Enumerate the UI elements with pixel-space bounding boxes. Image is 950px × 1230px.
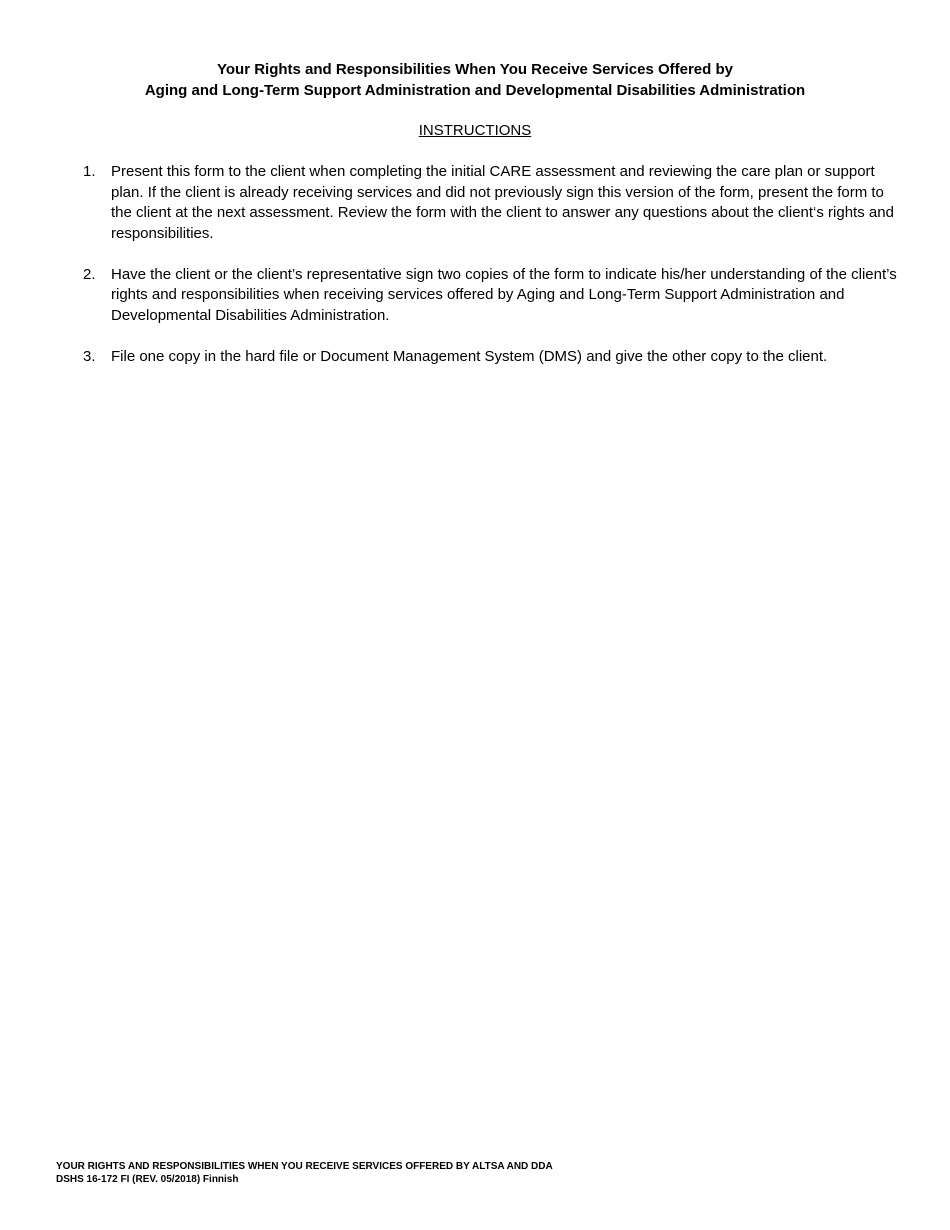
instruction-text: Have the client or the client’s representative sign two copies of the form to indicate his/her understanding of the client’s rights and responsibilities when receiving services offered by Aging and Long-Term Support Administration and Developmental Disabilities Administration. [111, 265, 897, 324]
page-footer [56, 1160, 553, 1186]
instruction-item-2 [83, 265, 898, 327]
title-line-2: Aging and Long-Term Support Administration and Developmental Disabilities Administration [144, 81, 806, 99]
instruction-number: 2. [83, 265, 96, 283]
instruction-number: 1. [83, 163, 96, 180]
instruction-text: File one copy in the hard file or Document Management System (DMS) and give the other copy to the client. [111, 347, 828, 365]
instruction-item-1 [83, 162, 898, 244]
footer-form-number: DSHS 16-172 FI (REV. 05/2018) Finnish [56, 1174, 239, 1185]
title-line-1: Your Rights and Responsibilities When You Receive Services Offered by [217, 61, 733, 78]
instructions-heading: INSTRUCTIONS [418, 122, 532, 139]
footer-form-title: YOUR RIGHTS AND RESPONSIBILITIES WHEN YOU RECEIVE SERVICES OFFERED BY ALTSA AND DDA [56, 1161, 553, 1172]
instructions-list [83, 162, 898, 388]
instruction-item-3 [83, 347, 898, 368]
document-title [0, 60, 950, 101]
instruction-number: 3. [83, 347, 96, 365]
instruction-text: Present this form to the client when completing the initial CARE assessment and reviewing the care plan or support plan. If the client is already receiving services and did not previously sign this version of the form, present the form to the client at the next assessment. Review the form with the client to answer any questions about the client‘s rights and responsibilities. [111, 163, 894, 242]
